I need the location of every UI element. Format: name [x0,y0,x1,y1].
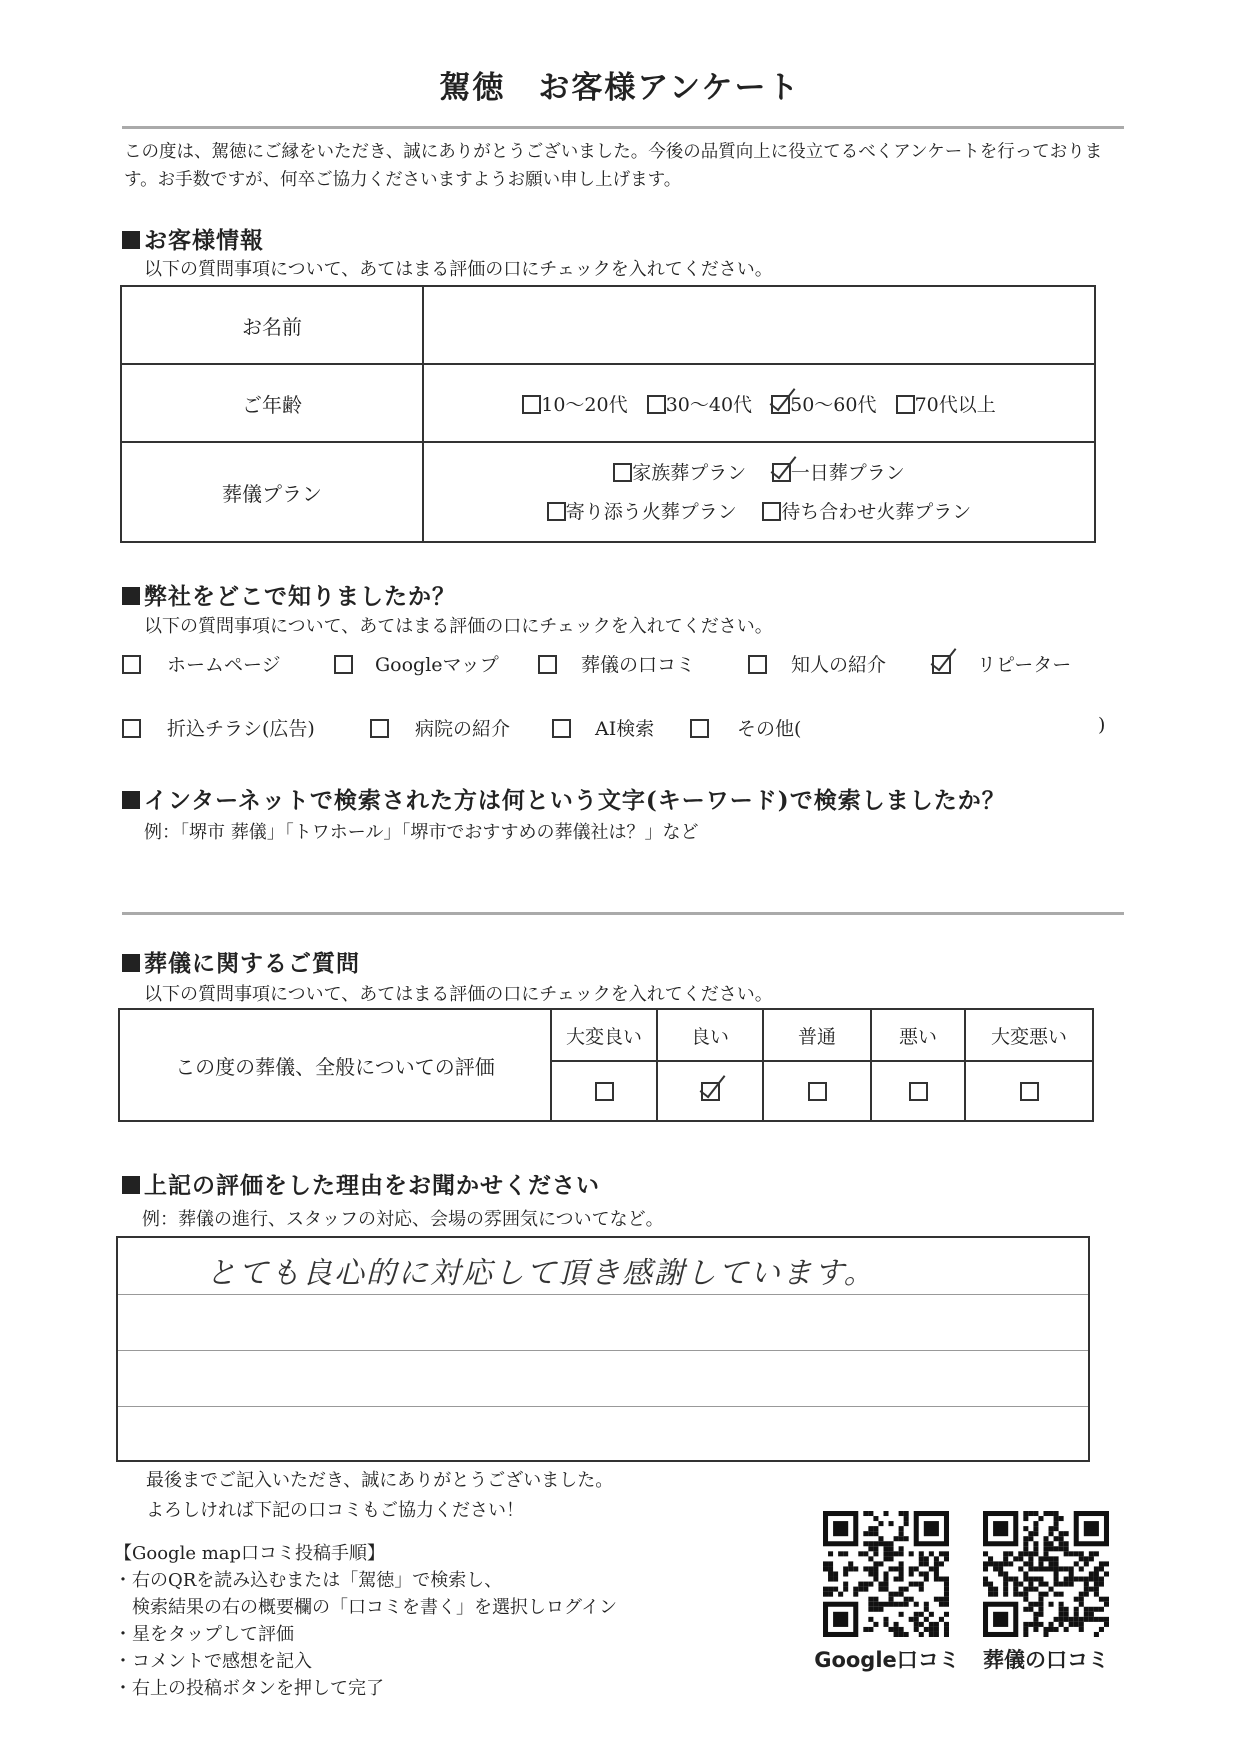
title-divider [122,126,1124,129]
checkbox-icon[interactable] [370,719,389,738]
source-instruction: 以下の質問事項について、あてはまる評価の口にチェックを入れてください。 [144,616,773,637]
source-option[interactable]: ホームページ [122,650,281,677]
reason-answer-text: とても良心的に対応して頂き感謝しています。 [206,1256,876,1291]
checkbox-icon[interactable] [808,1082,827,1101]
eval-column-header: 悪い [871,1009,965,1061]
age-options [423,364,1095,442]
source-heading: 弊社をどこで知りましたか？ [122,578,456,611]
age-option[interactable]: 50～60代 [771,394,876,416]
checked-checkbox-icon[interactable] [771,395,790,414]
qr-google [822,1510,950,1642]
age-label: ご年齢 [121,364,423,442]
checkbox-icon[interactable] [613,463,632,482]
reason-heading: 上記の評価をした理由をお聞かせください [122,1167,600,1200]
eval-cell [871,1061,965,1121]
closing-line-1: 最後までご記入いただき、誠にありがとうございました。 [146,1470,614,1491]
plan-option[interactable]: 寄り添う火葬プラン [547,501,737,523]
checkbox-icon[interactable] [538,655,557,674]
checkbox-icon[interactable] [1020,1082,1039,1101]
google-step: ・コメントで感想を記入 [114,1651,312,1672]
source-option[interactable]: Googleマップ [334,650,499,677]
google-step: ・星をタップして評価 [114,1624,294,1645]
qr-code-icon[interactable] [822,1510,950,1638]
google-step: ・右上の投稿ボタンを押して完了 [114,1678,384,1699]
reason-answer-box[interactable] [116,1236,1090,1462]
customer-info-instruction: 以下の質問事項について、あてはまる評価の口にチェックを入れてください。 [144,259,773,280]
plan-option[interactable]: 家族葬プラン [613,462,746,484]
ruled-line [118,1294,1088,1295]
eval-column-header: 大変良い [551,1009,657,1061]
source-option[interactable]: 葬儀の口コミ [538,650,695,677]
funeral-eval-table [118,1008,1094,1122]
ruled-line [118,1350,1088,1351]
keyword-heading: インターネットで検索された方は何という文字(キーワード)で検索しましたか？ [122,782,1006,815]
checkbox-icon[interactable] [595,1082,614,1101]
source-option[interactable]: 知人の紹介 [748,650,886,677]
page-title: 駕徳 お客様アンケート [439,70,801,106]
customer-info-heading: お客様情報 [122,222,264,255]
checkbox-icon[interactable] [748,655,767,674]
source-option[interactable]: 折込チラシ(広告) [122,714,315,741]
checkbox-icon[interactable] [762,502,781,521]
square-bullet-icon [122,231,140,249]
eval-question: この度の葬儀、全般についての評価 [119,1009,551,1121]
funeral-eval-instruction: 以下の質問事項について、あてはまる評価の口にチェックを入れてください。 [144,984,773,1005]
square-bullet-icon [122,587,140,605]
qr-google-label: Google口コミ [814,1648,960,1672]
google-step: ・右のQRを読み込むまたは「駕徳」で検索し、 [114,1570,503,1591]
plan-option[interactable]: 待ち合わせ火葬プラン [762,501,971,523]
source-option[interactable]: 病院の紹介 [370,714,510,741]
eval-column-header: 普通 [763,1009,871,1061]
source-option[interactable]: その他( [690,714,801,741]
plan-option[interactable]: 一日葬プラン [772,462,905,484]
checkbox-icon[interactable] [647,395,666,414]
name-label: お名前 [121,286,423,364]
source-option[interactable]: リピーター [932,650,1071,677]
eval-column-header: 大変悪い [965,1009,1093,1061]
qr-funeral-review-label: 葬儀の口コミ [983,1648,1109,1672]
eval-cell [763,1061,871,1121]
age-option[interactable]: 70代以上 [896,394,996,416]
keyword-example: 例：「堺市 葬儀」「トワホール」「堺市でおすすめの葬儀社は？」など [144,822,699,843]
checkbox-icon[interactable] [122,655,141,674]
google-steps-title: 【Google map口コミ投稿手順】 [114,1543,386,1564]
eval-cell [965,1061,1093,1121]
ruled-line [118,1406,1088,1407]
qr-funeral-review [982,1510,1110,1642]
closing-line-2: よろしければ下記の口コミもご協力ください！ [146,1500,524,1521]
checkbox-icon[interactable] [122,719,141,738]
eval-cell [551,1061,657,1121]
checked-checkbox-icon[interactable] [701,1082,720,1101]
plan-label: 葬儀プラン [121,442,423,542]
eval-column-header: 良い [657,1009,763,1061]
age-option[interactable]: 30～40代 [647,394,752,416]
qr-code-icon[interactable] [982,1510,1110,1638]
funeral-eval-heading: 葬儀に関するご質問 [122,945,360,978]
checkbox-icon[interactable] [552,719,571,738]
keyword-answer-line [122,912,1124,915]
checkbox-icon[interactable] [522,395,541,414]
checkbox-icon[interactable] [896,395,915,414]
google-steps [114,1540,617,1702]
age-option[interactable]: 10～20代 [522,394,627,416]
square-bullet-icon [122,954,140,972]
eval-cell [657,1061,763,1121]
square-bullet-icon [122,1176,140,1194]
checkbox-icon[interactable] [547,502,566,521]
checkbox-icon[interactable] [909,1082,928,1101]
customer-info-table [120,285,1096,543]
google-step: 検索結果の右の概要欄の「口コミを書く」を選択しログイン [114,1597,618,1618]
keyword-answer-field[interactable] [120,850,1122,910]
checked-checkbox-icon[interactable] [772,463,791,482]
checkbox-icon[interactable] [690,719,709,738]
other-close-paren: ) [1098,714,1106,736]
source-option[interactable]: AI検索 [552,714,654,741]
plan-options [423,442,1095,542]
intro-text: この度は、駕徳にご縁をいただき、誠にありがとうございました。今後の品質向上に役立てるべくアンケートを行っております。お手数ですが、何卒ご協力くださいますようお願い申し上げます。 [124,142,1103,190]
checked-checkbox-icon[interactable] [932,655,951,674]
checkbox-icon[interactable] [334,655,353,674]
reason-example: 例：葬儀の進行、スタッフの対応、会場の雰囲気についてなど。 [142,1209,664,1230]
square-bullet-icon [122,791,140,809]
name-field[interactable] [423,286,1095,364]
